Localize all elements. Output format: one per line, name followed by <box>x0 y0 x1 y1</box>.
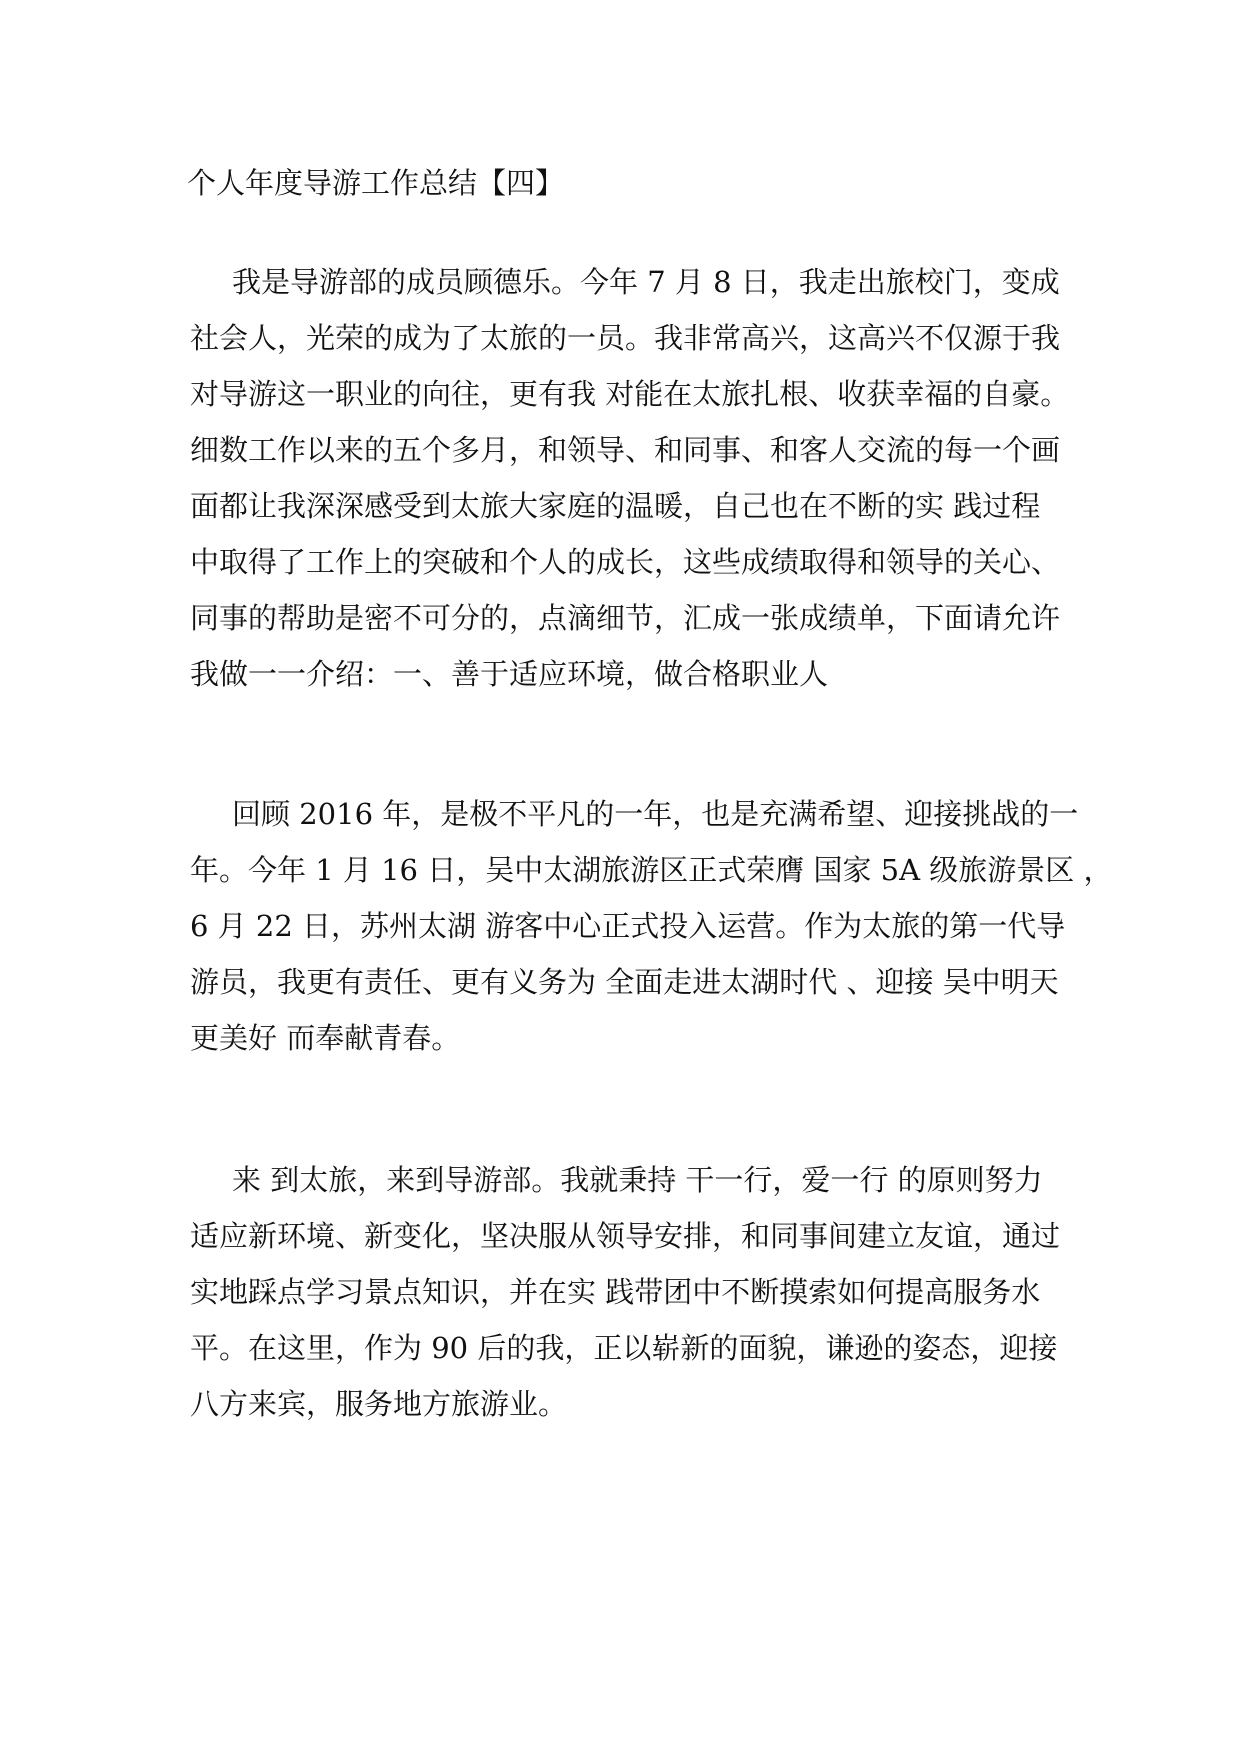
paragraph-line: 游员，我更有责任、更有义务为 全面走进太湖时代 、迎接 吴中明天 <box>190 965 1059 999</box>
paragraph-line: 实地踩点学习景点知识，并在实 践带团中不断摸索如何提高服务水 <box>190 1275 1041 1309</box>
paragraph-line: 更美好 而奉献青春。 <box>190 1021 461 1055</box>
document-title: 个人年度导游工作总结【四】 <box>187 166 565 200</box>
paragraph-line: 平。在这里，作为 90 后的我，正以崭新的面貌，谦逊的姿态，迎接 <box>190 1331 1058 1365</box>
paragraph-line: 面都让我深深感受到太旅大家庭的温暖，自己也在不断的实 践过程 <box>190 489 1041 523</box>
paragraph-line: 八方来宾，服务地方旅游业。 <box>190 1387 568 1421</box>
paragraph-line: 适应新环境、新变化，坚决服从领导安排，和同事间建立友谊，通过 <box>190 1219 1061 1253</box>
paragraph-line: 我做一一介绍：一、善于适应环境，做合格职业人 <box>190 657 829 691</box>
paragraph-line: 社会人，光荣的成为了太旅的一员。我非常高兴，这高兴不仅源于我 <box>190 321 1061 355</box>
paragraph-line: 同事的帮助是密不可分的，点滴细节，汇成一张成绩单，下面请允许 <box>190 601 1061 635</box>
paragraph-line: 我是导游部的成员顾德乐。今年 7 月 8 日，我走出旅校门，变成 <box>232 265 1060 299</box>
paragraph-line: 中取得了工作上的突破和个人的成长，这些成绩取得和领导的关心、 <box>190 545 1061 579</box>
paragraph-line: 回顾 2016 年，是极不平凡的一年，也是充满希望、迎接挑战的一 <box>232 797 1079 831</box>
paragraph-line: 细数工作以来的五个多月，和领导、和同事、和客人交流的每一个画 <box>190 433 1061 467</box>
paragraph-line: 6 月 22 日，苏州太湖 游客中心正式投入运营。作为太旅的第一代导 <box>190 909 1066 943</box>
paragraph-line: 年。今年 1 月 16 日，吴中太湖旅游区正式荣膺 国家 5A 级旅游景区 ， <box>190 853 1113 887</box>
paragraph-line: 对导游这一职业的向往，更有我 对能在太旅扎根、收获幸福的自豪。 <box>190 377 1070 411</box>
paragraph-line: 来 到太旅，来到导游部。我就秉持 干一行，爱一行 的原则努力 <box>232 1163 1043 1197</box>
